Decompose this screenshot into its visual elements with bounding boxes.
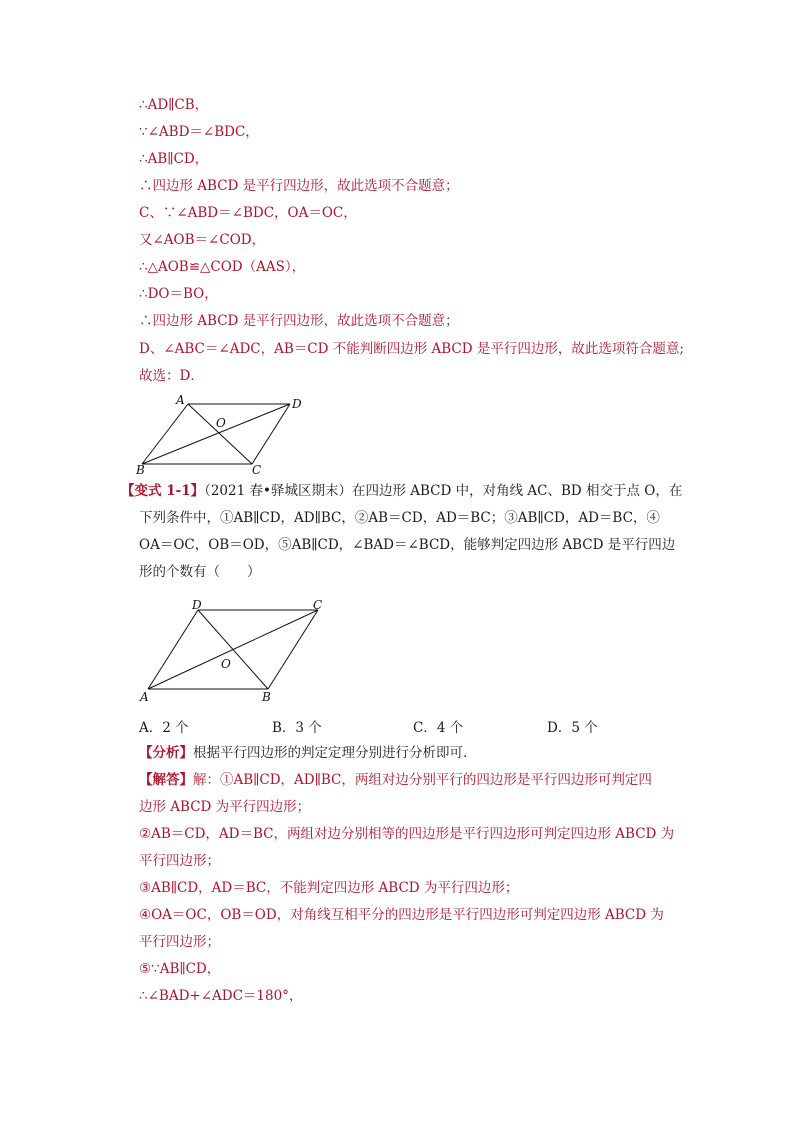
analysis-tag: 【分析】 — [139, 745, 193, 761]
solution-line-5: ③AB∥CD，AD＝BC，不能判定四边形 ABCD 为平行四边形； — [139, 880, 519, 896]
variant-line-3: OA＝OC，OB＝OD，⑤AB∥CD，∠BAD＝∠BCD，能够判定四边形 ABCD 是平行四边 — [139, 537, 676, 553]
proof-d-line: D、∠ABC＝∠ADC，AB＝CD 不能判断四边形 ABCD 是平行四边形，故此选项符合题意; — [139, 341, 684, 357]
fig1-diagonal-ac — [188, 404, 252, 464]
proof-b-line-4: ∴四边形 ABCD 是平行四边形，故此选项不合题意； — [139, 178, 459, 194]
solution-line-1 — [139, 771, 652, 789]
proof-b-line-1: ∴AD∥CB， — [139, 97, 209, 113]
solution-tag: 【解答】 — [139, 772, 193, 788]
figure-parallelogram-1 — [130, 390, 320, 480]
variant-line-4: 形的个数有（ ） — [139, 564, 261, 580]
fig1-diagonal-bd — [142, 404, 290, 464]
figure-parallelogram-2 — [138, 595, 338, 707]
variant-text-1: （2021 春•驿城区期末）在四边形 ABCD 中，对角线 AC、BD 相交于点 O，在 — [204, 483, 683, 499]
proof-c-line-5: ∴四边形 ABCD 是平行四边形，故此选项不合题意； — [139, 313, 459, 329]
proof-c-line-2: 又∠AOB＝∠COD， — [139, 232, 266, 248]
fig1-label-a: A — [176, 393, 185, 407]
option-d: D．5 个 — [547, 720, 598, 736]
fig2-label-o: O — [221, 657, 231, 671]
fig1-label-d: D — [292, 397, 302, 411]
analysis-text: 根据平行四边形的判定定理分别进行分析即可． — [193, 745, 477, 761]
fig1-side-dc — [252, 404, 290, 464]
proof-c-line-4: ∴DO＝BO， — [139, 286, 218, 302]
option-c: C．4 个 — [413, 720, 464, 736]
option-a: A．2 个 — [139, 720, 189, 736]
solution-line-4: 平行四边形； — [139, 853, 220, 869]
proof-b-line-2: ∵∠ABD＝∠BDC， — [139, 124, 259, 140]
variant-line-2: 下列条件中，①AB∥CD，AD∥BC，②AB＝CD，AD＝BC；③AB∥CD，AD＝BC，④ — [139, 510, 660, 526]
fig2-label-a: A — [140, 690, 149, 704]
variant-tag: 【变式 1-1】 — [121, 483, 205, 499]
fig1-label-b: B — [136, 463, 145, 477]
solution-line-7: 平行四边形； — [139, 934, 220, 950]
fig2-label-c: C — [313, 598, 323, 612]
option-b: B．3 个 — [272, 720, 322, 736]
proof-c-line-3: ∴△AOB≌△COD（AAS）， — [139, 259, 306, 275]
answer-line: 故选：D． — [139, 368, 204, 384]
fig1-label-o: O — [216, 416, 226, 430]
solution-line-3: ②AB＝CD，AD＝BC，两组对边分别相等的四边形是平行四边形可判定四边形 ABCD 为 — [139, 826, 675, 842]
fig2-diagonal-db — [198, 610, 268, 689]
analysis-line — [139, 744, 477, 762]
fig2-label-d: D — [192, 598, 202, 612]
proof-c-line-1: C、∵∠ABD＝∠BDC，OA＝OC， — [139, 205, 357, 221]
fig2-label-b: B — [262, 690, 271, 704]
variant-line-1 — [121, 482, 682, 500]
solution-line-8: ⑤∵AB∥CD， — [139, 961, 221, 977]
solution-line-2: 边形 ABCD 为平行四边形； — [139, 799, 311, 815]
proof-b-line-3: ∴AB∥CD， — [139, 151, 209, 167]
solution-line-9: ∴∠BAD+∠ADC＝180°， — [139, 988, 303, 1004]
fig1-label-c: C — [252, 463, 262, 477]
solution-line-6: ④OA＝OC，OB＝OD，对角线互相平分的四边形是平行四边形可判定四边形 ABCD 为 — [139, 907, 664, 923]
solution-text-1: 解：①AB∥CD，AD∥BC，两组对边分别平行的四边形是平行四边形可判定四 — [193, 772, 652, 788]
